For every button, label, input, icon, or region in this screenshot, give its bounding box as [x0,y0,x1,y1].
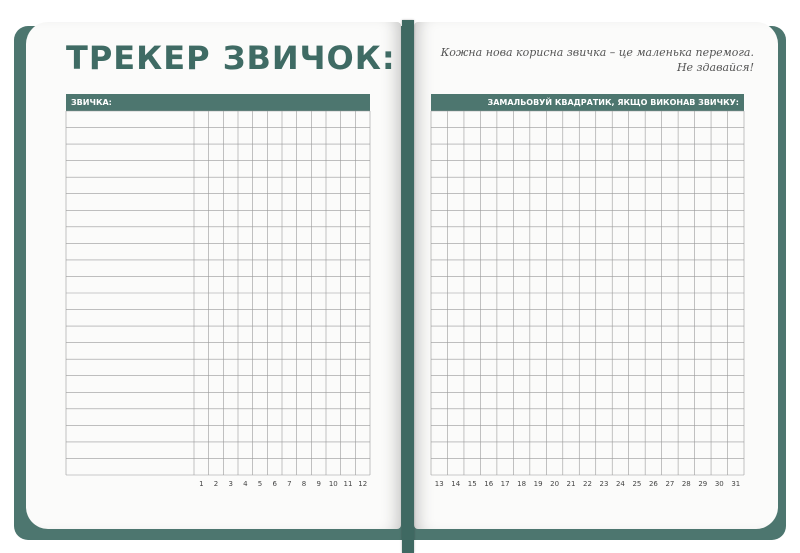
left-day-number: 2 [213,480,219,488]
habit-header-bar [66,94,370,111]
right-day-number: 22 [583,480,592,488]
habit-header-label: ЗВИЧКА: [71,98,112,107]
left-day-number: 4 [243,480,248,488]
left-day-number: 11 [343,480,353,488]
day-numbers-right [431,477,744,489]
right-day-number: 24 [615,480,625,488]
right-day-number: 17 [500,480,510,488]
right-day-number: 13 [434,480,444,488]
left-day-number: 1 [199,480,204,488]
left-day-number: 3 [228,480,233,488]
right-day-number: 30 [714,480,724,488]
left-day-number: 10 [328,480,338,488]
page-title: ТРЕКЕР ЗВИЧОК: [66,39,396,77]
habit-grid-left [66,111,370,475]
right-day-number: 25 [632,480,642,488]
right-day-number: 23 [599,480,609,488]
right-day-number: 20 [550,480,560,488]
right-day-number: 14 [451,480,461,488]
right-day-number: 28 [681,480,691,488]
right-day-number: 26 [648,480,658,488]
quote-line-2: Не здавайся! [676,61,754,74]
left-day-number: 5 [257,480,263,488]
right-day-number: 19 [533,480,543,488]
right-day-number: 16 [484,480,494,488]
left-day-number: 8 [301,480,307,488]
right-day-number: 21 [566,480,576,488]
right-day-number: 15 [467,480,477,488]
instruction-header-label: ЗАМАЛЬОВУЙ КВАДРАТИК, ЯКЩО ВИКОНАВ ЗВИЧКУ: [487,98,739,107]
instruction-header-bar [431,94,744,111]
habit-grid-right [431,111,744,475]
left-day-number: 7 [287,480,292,488]
quote-line-1: Кожна нова корисна звичка – це маленька перемога. [440,46,754,59]
motivational-quote [434,45,754,75]
left-day-number: 9 [316,480,321,488]
right-day-number: 18 [517,480,527,488]
right-day-number: 29 [698,480,708,488]
right-day-number: 27 [665,480,675,488]
left-day-number: 6 [272,480,277,488]
left-day-number: 12 [358,480,368,488]
bookmark-ribbon [402,20,414,553]
day-numbers-left [66,477,370,489]
right-day-number: 31 [731,480,741,488]
